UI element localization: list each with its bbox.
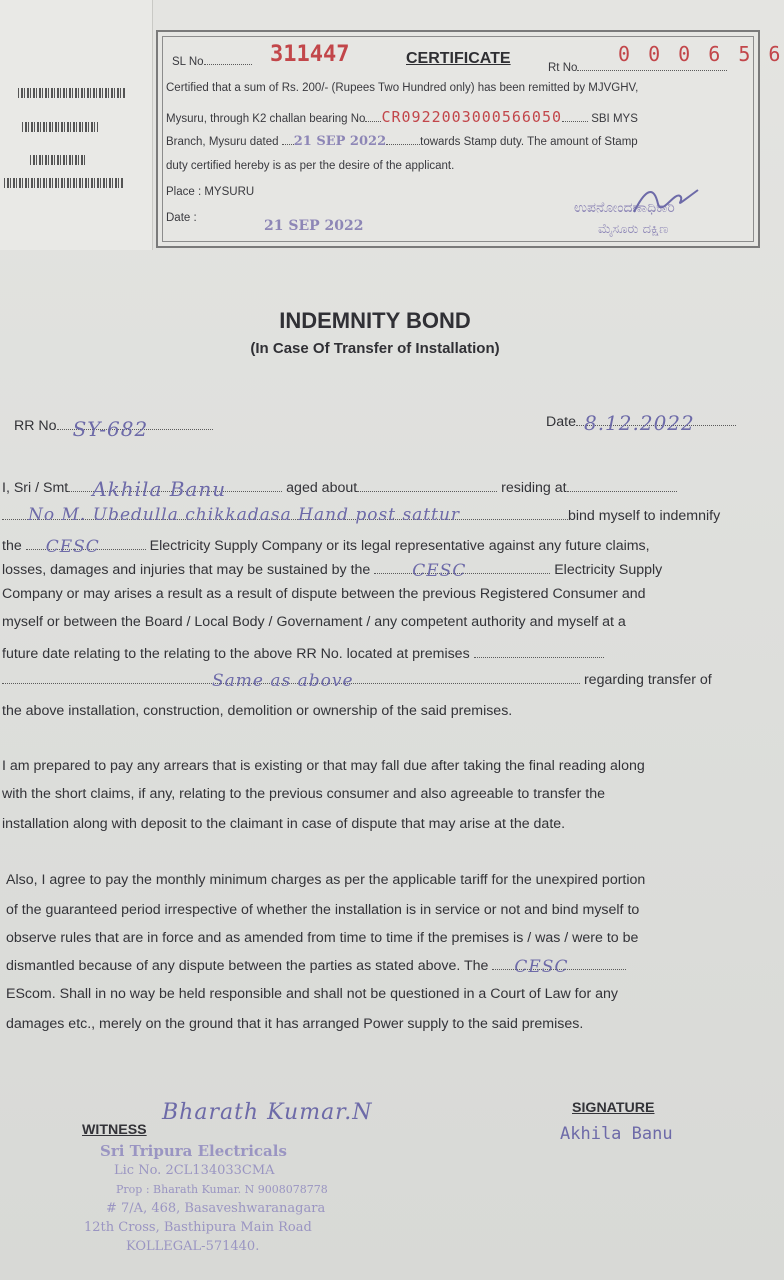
rr-no-label: RR No [14,418,57,434]
company-name-1: CESC [45,537,100,557]
company-name-2: CESC [412,561,467,581]
rr-no-value: SY-682 [72,417,149,441]
date-stamp: 21 SEP 2022 [264,218,364,234]
document-page: SL No 311447 CERTIFICATE Rt No 0 0 0 6 5 6 Certified that a sum of Rs. 200/- (Rupees Two Hundred only) has been remitted by MJVGHV, Mysuru, through K2 challan bearing No CR0922003000566050 SBI MYS Branch, Mysuru dated 21 SEP 2022 towards Stamp duty. The amount of Stamp duty certified hereby is as per the desire of the applicant. Place : MYSURU Date : 21 SEP 2022 ಉಪನೋಂದಣಾಧಿಕಾರಿ ಮೈಸೂರು ದಕ್ಷಿಣ INDEMNITY BOND (In Case Of Transfer of Installation) RR No SY-682 Date 8.12.2022 I, Sri / Smt Akhila Banu aged about residing at No M. Ubedulla chikkadasa Hand post sattur bind myself to indemnify the CESC Electricity Supply Company or its legal representative against any future claims, losses, damages and injuries that may be sustained by the CESC Electricity Supply Company or may arises a result as a result of dispute between the previous Registered Consumer and myself or between the Board / Local Body / Governament / any competent authority and myself at a future date relating to the relating to the above RR No. located at premises Same as above regarding transfer of the above installation, construction, demolition or ownership of the said premises. I am prepared to pay any arrears that is existing or that may fall due after taking the final reading along with the short claims, if any, relating to the previous consumer and also agreeable to transfer the installation along with deposit to the claimant in case of dispute that may arise at the date. Also, I agree to pay the monthly minimum charges as per the applicable tariff for the unexpired portion of the guaranteed period irrespective of whether the installation is in service or not and bind myself to observe rules that are in force and as amended from time to time if the premises is / was / were to be dismantled because of any dispute between the parties as stated above. The CESC EScom. Shall in no way be held responsible and shall not be questioned in a Court of Law for any damages etc., merely on the ground that it has arranged Power supply to the said premises. WITNESS Bharath Kumar.N Sri Tripura Electricals Lic No. 2CL134033CMA Prop : Bharath Kumar. N 9008078778 # 7/A, 468, Basaveshwaranagara 12th Cross, Basthipura Main Road KOLLEGAL-571440. SIGNATURE Akhila Banu [0,0,784,1280]
certificate-line-4: duty certified hereby is as per the desire of the applicant. [166,160,455,172]
certificate-line-1: Certified that a sum of Rs. 200/- (Rupees Two Hundred only) has been remitted by MJVGHV, [166,82,639,94]
officer-seal-line-2: ಮೈಸೂರು ದಕ್ಷಿಣ [598,222,669,237]
barcode [30,155,86,165]
officer-signature [628,182,708,222]
officer-seal-line-1: ಉಪನೋಂದಣಾಧಿಕಾರಿ [574,200,675,216]
sl-no-value: 311447 [270,42,350,67]
rt-no-label: Rt No [548,62,578,74]
witness-rubber-stamp: Sri Tripura Electricals Lic No. 2CL134033CMA Prop : Bharath Kumar. N 9008078778 # 7/A, 468, Basaveshwaranagara 12th Cross, Basthipura Main Road KOLLEGAL-571440. [84,1142,328,1254]
challan-dated-stamp: 21 SEP 2022 [293,134,387,149]
premises-value: Same as above [212,671,354,691]
date-value-doc: 8.12.2022 [583,411,695,435]
place: Place : MYSURU [166,186,255,198]
company-name-3: CESC [514,957,569,977]
witness-signature: Bharath Kumar.N [162,1100,373,1125]
stamp-paper-stub [0,0,153,250]
document-subtitle: (In Case Of Transfer of Installation) [250,340,500,357]
document-title: INDEMNITY BOND [279,308,471,333]
date-label: Date : [166,212,197,224]
challan-number: CR0922003000566050 [381,108,563,126]
certificate-heading: CERTIFICATE [406,50,511,67]
barcode [22,122,98,132]
applicant-signature: Akhila Banu [560,1124,673,1144]
date-label-doc: Date [546,414,576,430]
barcode [18,88,126,98]
barcode [4,178,124,188]
stamp-certificate-box: SL No 311447 CERTIFICATE Rt No 0 0 0 6 5 6 Certified that a sum of Rs. 200/- (Rupees Two Hundred only) has been remitted by MJVGHV, Mysuru, through K2 challan bearing No CR0922003000566050 SBI MYS Branch, Mysuru dated 21 SEP 2022 towards Stamp duty. The amount of Stamp duty certified hereby is as per the desire of the applicant. Place : MYSURU Date : 21 SEP 2022 ಉಪನೋಂದಣಾಧಿಕಾರಿ ಮೈಸೂರು ದಕ್ಷಿಣ [156,30,760,248]
rt-no-value: 0 0 0 6 5 6 [618,42,784,66]
sl-no-label: SL No [172,56,204,68]
witness-label: WITNESS [82,1122,147,1138]
applicant-address: No M. Ubedulla chikkadasa Hand post sattur [28,505,461,525]
signature-label: SIGNATURE [572,1100,655,1116]
applicant-name: Akhila Banu [92,477,227,501]
